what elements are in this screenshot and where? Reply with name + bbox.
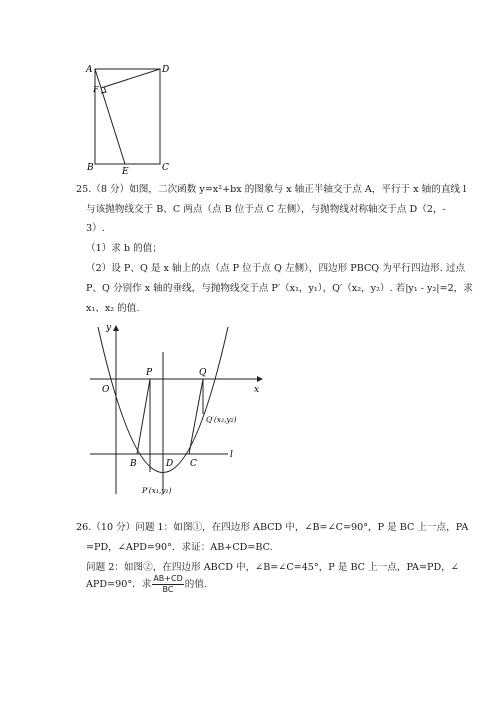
q26-line3: 问题 2：如图②，在四边形 ABCD 中，∠B=∠C=45°，P 是 BC 上一点，PA=PD，∠ [86,562,459,573]
label-a: A [86,65,93,75]
label-p: P [146,368,153,378]
q25-part1: （1）求 b 的值； [86,243,162,254]
fraction [152,574,183,595]
label-d: D [162,65,170,75]
label-c: C [162,163,169,173]
q26-line2: =PD，∠APD=90°．求证：AB+CD=BC. [86,542,273,553]
q25-line2: 与该抛物线交于 B、C 两点（点 B 位于点 C 左侧），与抛物线对称轴交于点 D（2，- [86,204,446,215]
q25-part2-line2: P、Q 分别作 x 轴的垂线，与抛物线交于点 P′（x₁，y₁），Q′（x₂，y₂）. 若|y₁ - y₂|=2，求 [86,283,473,294]
segment-df [101,69,160,88]
q25-part2-line1: （2）设 P、Q 是 x 轴上的点（点 P 位于点 Q 左侧），四边形 PBCQ 为平行四边形. 过点 [86,263,466,274]
q26-line4 [86,574,207,595]
label-p-prime: P′(x₁,y₁) [142,486,172,495]
segment-ae [95,69,125,164]
segment-pb [137,379,150,454]
label-d: D [166,459,174,469]
label-c: C [190,459,197,469]
label-q-prime: Q′(x₂,y₂) [206,415,237,424]
rectangle-abcd [95,69,160,164]
label-l: l [230,450,233,460]
q26-line4-prefix: APD=90°．求 [86,579,152,590]
q25-line1: 25.（8 分）如图，二次函数 y=x²+bx 的图象与 x 轴正半轴交于点 A，平行于 x 轴的直线 l [76,184,467,195]
label-x: x [254,385,260,395]
label-o: O [102,385,110,395]
fraction-numerator: AB+CD [153,574,183,583]
label-b: B [87,163,94,173]
label-e: E [122,167,129,176]
label-f: F [93,85,99,94]
label-b: B [130,459,137,469]
q25-part2-line3: x₁、x₂ 的值. [86,303,140,314]
fraction-denominator: BC [162,585,174,594]
q26-line4-suffix: 的值. [184,579,207,590]
label-y: y [106,323,112,333]
segment-cq [189,379,203,454]
label-q: Q [199,368,207,378]
figure-1-geometry [80,60,180,176]
q25-line3: 3）. [86,223,105,234]
q26-line1: 26.（10 分）问题 1：如图①，在四边形 ABCD 中，∠B=∠C=90°，P 是 BC 上一点，PA [76,522,469,533]
figure-2-parabola [82,316,272,506]
